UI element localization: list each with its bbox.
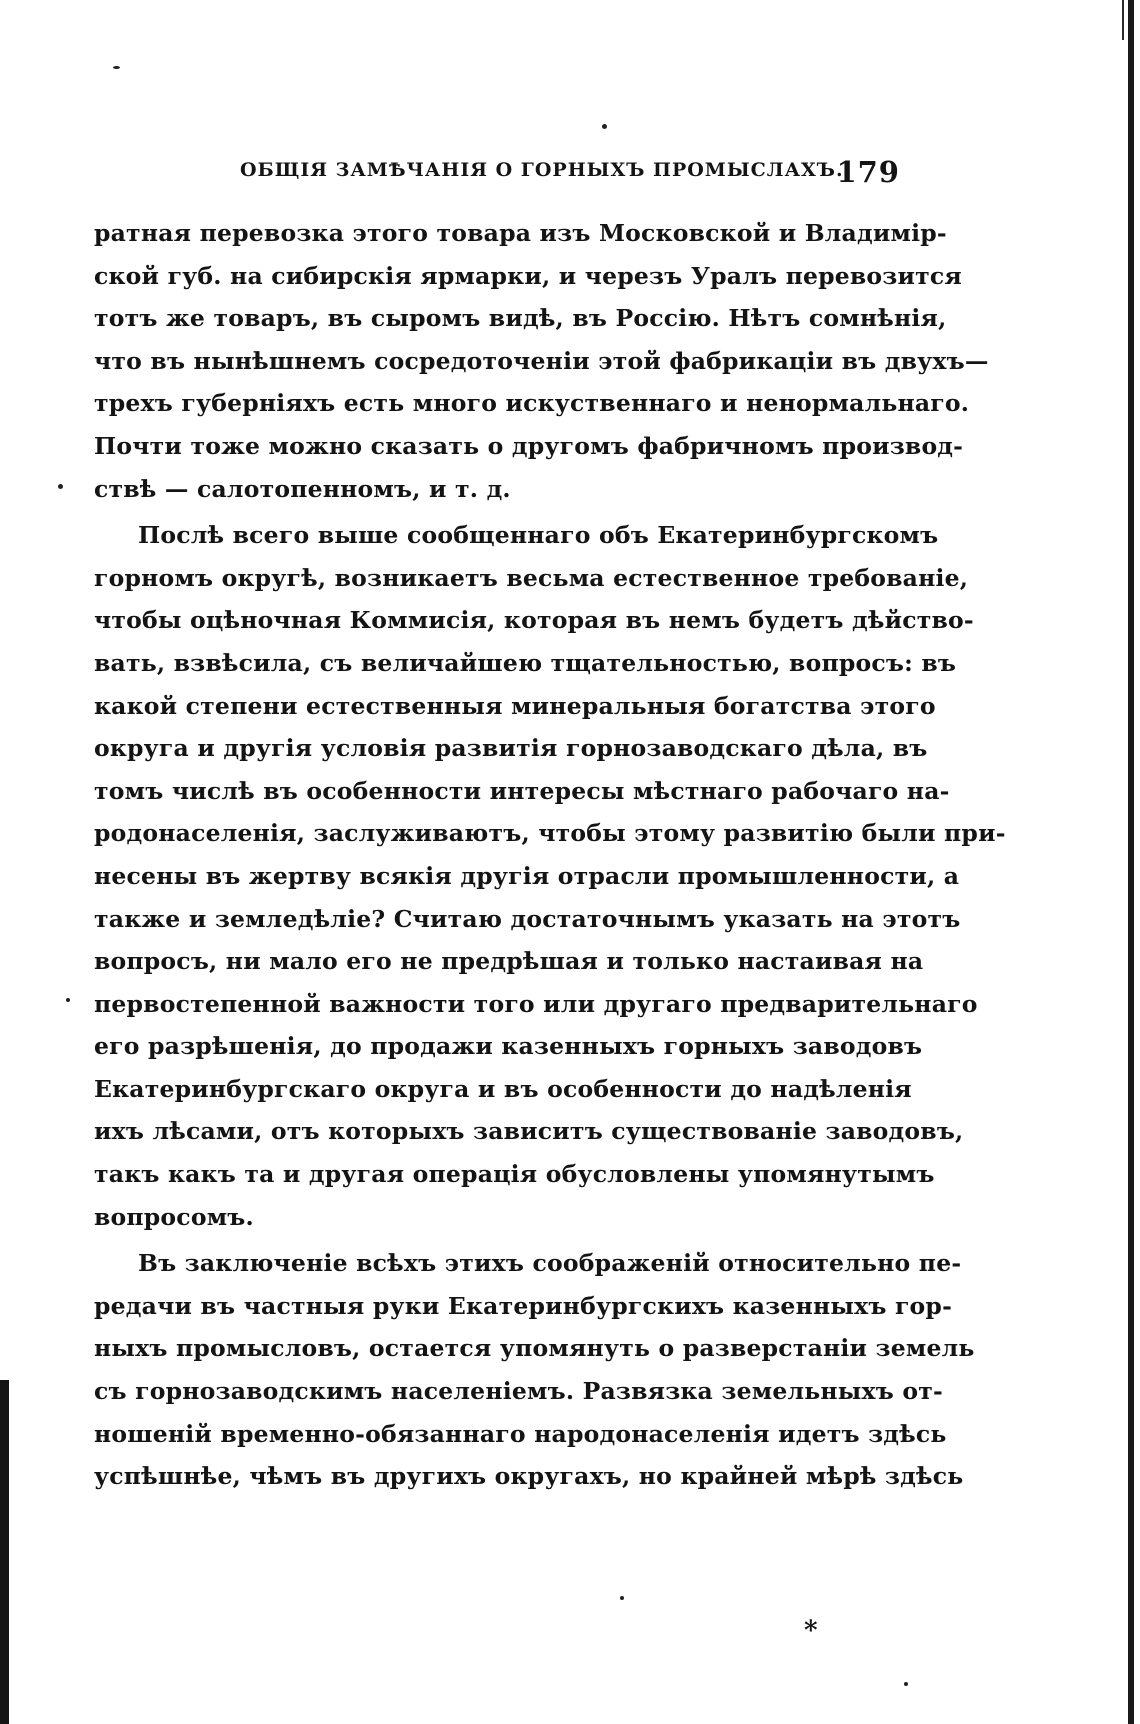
text-line: родонаселенія, заслуживаютъ, чтобы этому развитію были при- <box>94 819 1006 848</box>
text-line: Послѣ всего выше сообщеннаго объ Екатеринбургскомъ <box>138 521 939 550</box>
text-line: Екатеринбургскаго округа и въ особенности до надѣленія <box>94 1074 912 1103</box>
text-line: тотъ же товаръ, въ сыромъ видѣ, въ Россію. Нѣтъ сомнѣнія, <box>94 304 947 333</box>
text-line: несены въ жертву всякія другія отрасли промышленности, а <box>94 861 960 890</box>
scan-speck <box>58 484 63 489</box>
text-line: какой степени естественныя минеральныя богатства этого <box>94 691 936 720</box>
text-line: Въ заключеніе всѣхъ этихъ соображеній относительно пе- <box>138 1249 962 1278</box>
text-line: вопросъ, ни мало его не предрѣшая и только настаивая на <box>94 947 924 976</box>
scan-speck <box>620 1596 624 1600</box>
text-line: вать, взвѣсила, съ величайшею тщательностью, вопросъ: въ <box>94 648 957 677</box>
scan-speck <box>904 1682 908 1686</box>
text-line: такъ какъ та и другая операція обусловлены упомянутымъ <box>94 1160 935 1189</box>
text-line: ихъ лѣсами, отъ которыхъ зависитъ существованіе заводовъ, <box>94 1117 964 1146</box>
paragraph <box>94 212 989 510</box>
text-line: ныхъ промысловъ, остается упомянуть о разверстаніи земель <box>94 1334 975 1363</box>
scan-edge-right <box>1128 0 1134 1724</box>
text-line: съ горнозаводскимъ населеніемъ. Развязка земельныхъ от- <box>94 1377 943 1406</box>
text-line: чтобы оцѣночная Коммисія, которая въ немъ будетъ дѣйство- <box>94 606 974 635</box>
text-line: первостепенной важности того или другаго предварительнаго <box>94 989 978 1018</box>
running-title: ОБЩІЯ ЗАМѢЧАНІЯ О ГОРНЫХЪ ПРОМЫСЛАХЪ. <box>240 159 844 181</box>
text-line: что въ нынѣшнемъ сосредоточеніи этой фабрикаціи въ двухъ— <box>94 346 989 375</box>
text-line: вопросомъ. <box>94 1202 254 1231</box>
paragraph <box>94 1242 975 1498</box>
scan-edge-left <box>0 1380 9 1724</box>
scan-speck <box>602 124 607 129</box>
page-header <box>240 155 900 189</box>
text-line: ратная перевозка этого товара изъ Московской и Владимір- <box>94 219 947 247</box>
text-line: округа и другія условія развитія горнозаводскаго дѣла, въ <box>94 734 928 763</box>
text-line: горномъ округѣ, возникаетъ весьма естественное требованіе, <box>94 563 969 592</box>
text-line: Почти тоже можно сказать о другомъ фабричномъ производ- <box>94 431 964 460</box>
text-line: томъ числѣ въ особенности интересы мѣстнаго рабочаго на- <box>94 776 950 805</box>
text-line: редачи въ частныя руки Екатеринбургскихъ казенныхъ гор- <box>94 1291 953 1320</box>
scan-speck <box>66 998 70 1002</box>
page-number: 179 <box>836 155 900 189</box>
body-text <box>94 212 1006 1498</box>
text-line: также и земледѣліе? Считаю достаточнымъ указать на этотъ <box>94 904 961 933</box>
scan-speck <box>113 66 120 69</box>
paragraph <box>94 514 1006 1238</box>
text-line: ской губ. на сибирскія ярмарки, и черезъ Уралъ перевозится <box>94 261 962 290</box>
footer-mark: * <box>804 1616 818 1646</box>
scan-edge-right-thin <box>1122 0 1124 40</box>
text-line: его разрѣшенія, до продажи казенныхъ горныхъ заводовъ <box>94 1032 923 1061</box>
text-line: успѣшнѣе, чѣмъ въ другихъ округахъ, но крайней мѣрѣ здѣсь <box>94 1462 964 1491</box>
text-line: ношеній временно-обязаннаго народонаселенія идетъ здѣсь <box>94 1419 947 1448</box>
text-line: трехъ губерніяхъ есть много искуственнаго и ненормальнаго. <box>94 389 970 418</box>
text-line: ствѣ — салотопенномъ, и т. д. <box>94 474 511 503</box>
